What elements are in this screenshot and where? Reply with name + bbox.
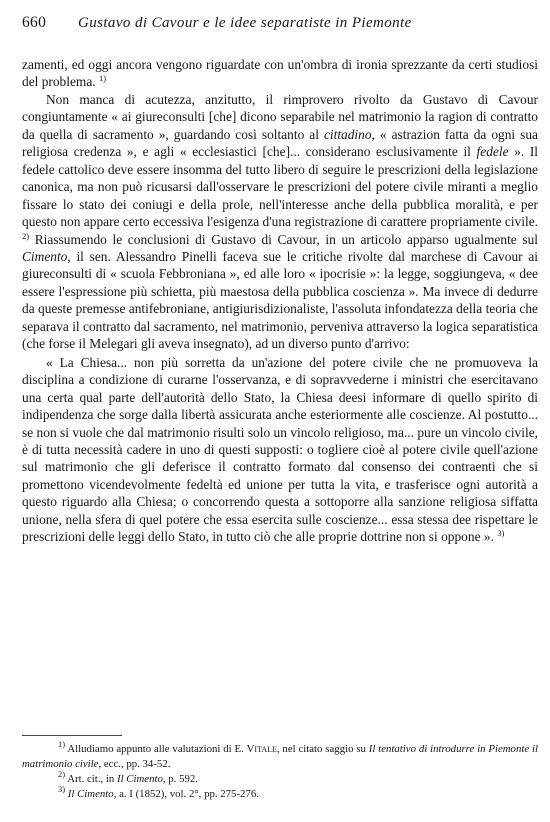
footnote-1: [22, 739, 538, 772]
paragraph-text: ». Il fedele cattolico deve essere insomma del tutto libero di seguire le prescrizioni della legislazione canonica, ma non può ricusarsi dall'osservare le prescrizioni del potere civile miranti a meglio fissare lo stato dei coniugi e della prole, nell'interesse anche della pubblica moralità, e per questo non appare certo eccessiva l'esigenza d'una registrazione di carattere propriamente civile.: [22, 144, 538, 230]
paragraph-text: , il sen. Alessandro Pinelli faceva sue le critiche rivolte dal marchese di Cavour ai giureconsulti di « scuola Febbroniana », ed alle loro « ipocrisie »: la legge, soggiungeva, « dee essere l'espressione più schietta, più maestosa della pubblica coscienza ». Ma invece di dedurre da queste premesse antifebroniane, antigiurisdizionaliste, l'assoluta infondatezza della teoria che separava il contratto dal sacramento, nel matrimonio, perveniva attraverso la logica separatistica (che forse il Melegari gli aveva insegnato), ad un diverso punto d'arrivo:: [22, 248, 538, 352]
paragraph-text: zamenti, ed oggi ancora vengono riguardate con un'ombra di ironia sprezzante da certi studiosi del problema.: [22, 57, 538, 90]
footnotes: [22, 739, 538, 802]
running-title: Gustavo di Cavour e le idee separatiste in Piemonte: [78, 15, 412, 31]
running-head: [22, 14, 538, 38]
block-quote: [22, 354, 538, 546]
footnote-divider: [22, 735, 122, 736]
cited-title: Il Cimento: [67, 788, 114, 800]
quote-text: « La Chiesa... non più sorretta da un'azione del potere civile che ne promuoveva la disciplina a condizione di curarne l'osservanza, e di sopravvederne i ministri che esercitavano una certa qual parte dell'autorità dello Stato, la Chiesa deesi informare di quello spirito di indipendenza che sorge dalla libertà assicurata anche esteriormente alle coscienze. Al postutto... se non si vuole che dal matrimonio risulti solo un vincolo religioso, ma... pure un vincolo civile, è di tutta necessità cadere in uno di questi supposti: o togliere cioè al potere civile quell'azione sul matrimonio che gli deferisce il contratto formato dal consenso dei contraenti che si promettono vicendevolmente fedeltà ed unione per tutta la vita, e trasferisce ogni autorità a questo riguardo alla Chiesa; o concorrendo questa a sottoporre alla sanzione religiosa siffatta unione, nella sfera di quel potere che essa esercita sulle coscienze... essa stessa dee rispettare le prescrizioni delle leggi dello Stato, in tutto ciò che alle proprie dottrine non si oppone ».: [22, 354, 538, 545]
footnote-2: [22, 769, 538, 787]
footnote-text: , a. I (1852), vol. 2°, pp. 275-276.: [113, 788, 259, 800]
footnote-ref: 3): [497, 528, 505, 539]
italic-term: fedele: [476, 144, 509, 160]
footnote-3: [22, 784, 538, 802]
italic-term: Cimento: [22, 248, 68, 264]
footnote-mark: 2): [58, 769, 66, 779]
paragraph-main: [22, 91, 538, 353]
footnote-mark: 1): [58, 739, 66, 749]
paragraph-text: Non manca di acutezza, anzitutto, il rimprovero rivolto da Gustavo di Cavour congiuntamente « ai giureconsulti [che] dicono separabile nel matrimonio la ragion di contratto da quella di sacramento », guardando così soltanto al: [22, 91, 538, 142]
paragraph-text: , « astrazion fatta da ogni sua religiosa credenza », e agli « ecclesiastici [che]... considerano esclusivamente il: [22, 126, 538, 160]
footnote-text: , p. 592.: [162, 773, 198, 785]
footnote-ref: 1): [98, 73, 107, 84]
paragraph-text: Riassumendo le conclusioni di Gustavo di Cavour, in un articolo apparso ugualmente sul: [29, 231, 538, 247]
footnote-text: , nel citato saggio su: [276, 743, 369, 755]
page-number: 660: [22, 14, 47, 31]
italic-term: cittadino: [323, 126, 372, 142]
footnote-mark: 3): [58, 784, 66, 794]
footnote-text: , ecc., pp. 34-52.: [98, 758, 171, 770]
author-name: Vitale: [246, 743, 277, 755]
footnote-text: Alludiamo appunto alle valutazioni di E.: [65, 743, 247, 755]
footnote-text: Art. cit., in: [65, 773, 117, 785]
cited-title: Il tentativo di introdurre in Piemonte il matrimonio civile: [22, 743, 538, 770]
cited-title: Il Cimento: [116, 773, 163, 785]
footnote-ref: 2): [22, 230, 30, 241]
body-text: [22, 56, 538, 546]
paragraph-continued: [22, 56, 538, 91]
